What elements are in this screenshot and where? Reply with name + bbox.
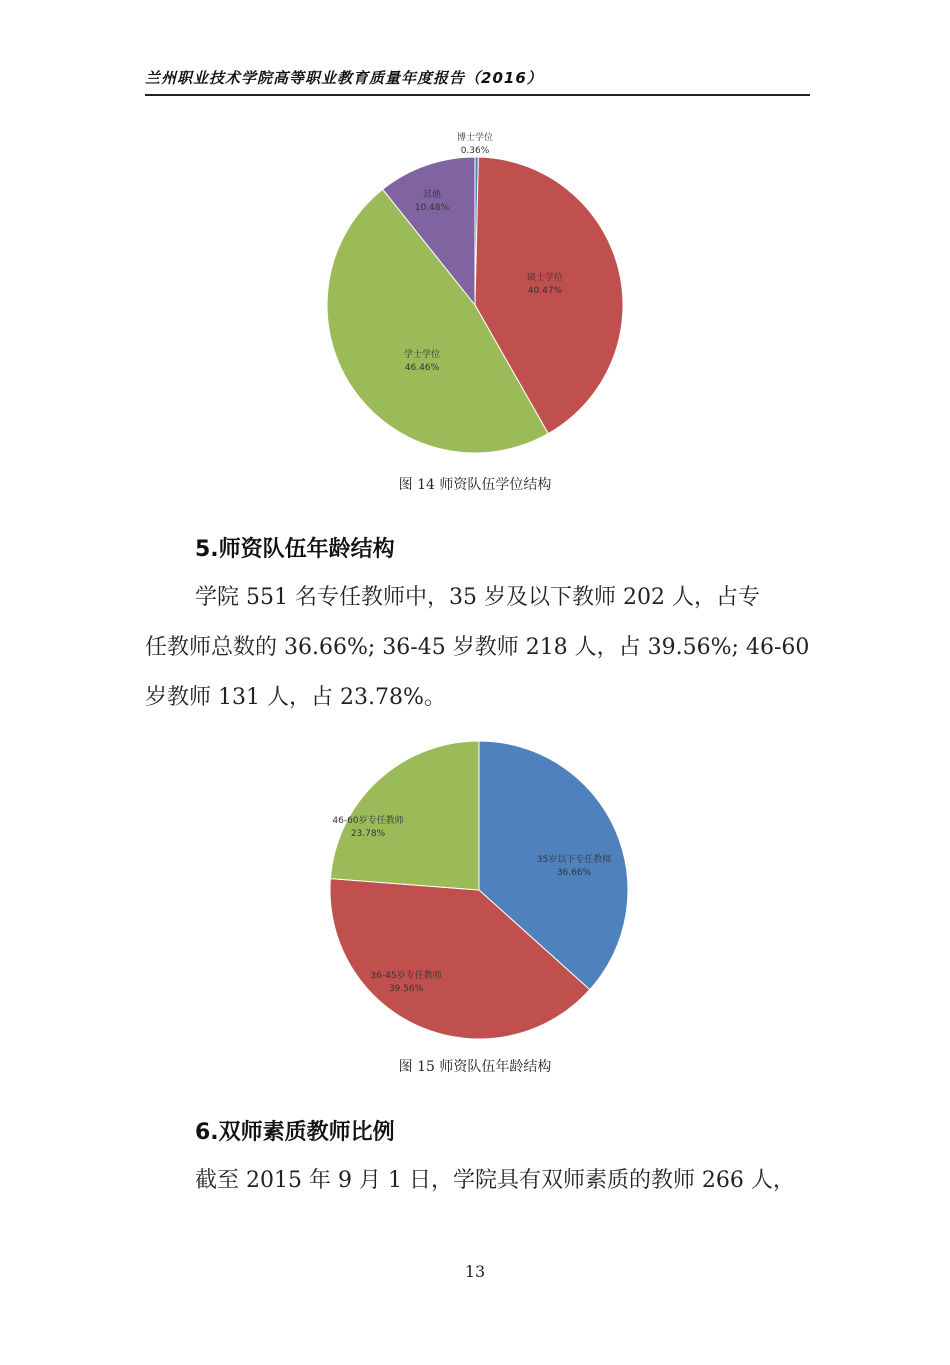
slice-value-label: 40.47% — [527, 286, 563, 296]
figure15-caption: 图 15 师资队伍年龄结构 — [398, 1059, 552, 1075]
slice-value-label: 46.46% — [404, 363, 440, 373]
slice-value-label: 10.48% — [414, 203, 450, 213]
figure14-caption: 图 14 师资队伍学位结构 — [398, 477, 552, 493]
paragraph-line: 任教师总数的 36.66%; 36-45 岁教师 218 人，占 39.56%; 46-60 — [145, 635, 810, 660]
slice-label: 其他 — [422, 190, 442, 200]
slice-label: 35岁以下专任教师 — [536, 855, 612, 865]
slice-value-label: 0.36% — [460, 146, 490, 156]
section6-heading: 6.双师素质教师比例 — [195, 1120, 395, 1145]
paragraph-line: 学院 551 名专任教师中，35 岁及以下教师 202 人，占专 — [195, 585, 760, 610]
page-header — [145, 62, 810, 96]
degree-pie-svg — [310, 125, 640, 465]
age-pie-svg — [310, 730, 650, 1050]
slice-value-label: 23.78% — [350, 829, 386, 839]
slice-label: 36-45岁专任教师 — [370, 971, 442, 981]
slice-label: 46-60岁专任教师 — [332, 816, 404, 826]
section5-paragraph — [145, 573, 810, 723]
degree-pie-chart — [310, 125, 640, 465]
section6-paragraph — [145, 1156, 810, 1206]
section5-heading: 5.师资队伍年龄结构 — [195, 537, 395, 562]
slice-value-label: 36.66% — [556, 868, 592, 878]
page-number: 13 — [464, 1262, 486, 1281]
age-pie-chart — [310, 730, 650, 1050]
paragraph-line: 岁教师 131 人，占 23.78%。 — [145, 685, 446, 710]
slice-value-label: 39.56% — [388, 984, 424, 994]
header-title: 兰州职业技术学院高等职业教育质量年度报告（2016） — [145, 69, 543, 87]
slice-label: 博士学位 — [456, 133, 494, 143]
slice-label: 硕士学位 — [526, 273, 564, 283]
paragraph-line: 截至 2015 年 9 月 1 日，学院具有双师素质的教师 266 人， — [195, 1168, 795, 1193]
slice-label: 学士学位 — [403, 350, 441, 360]
